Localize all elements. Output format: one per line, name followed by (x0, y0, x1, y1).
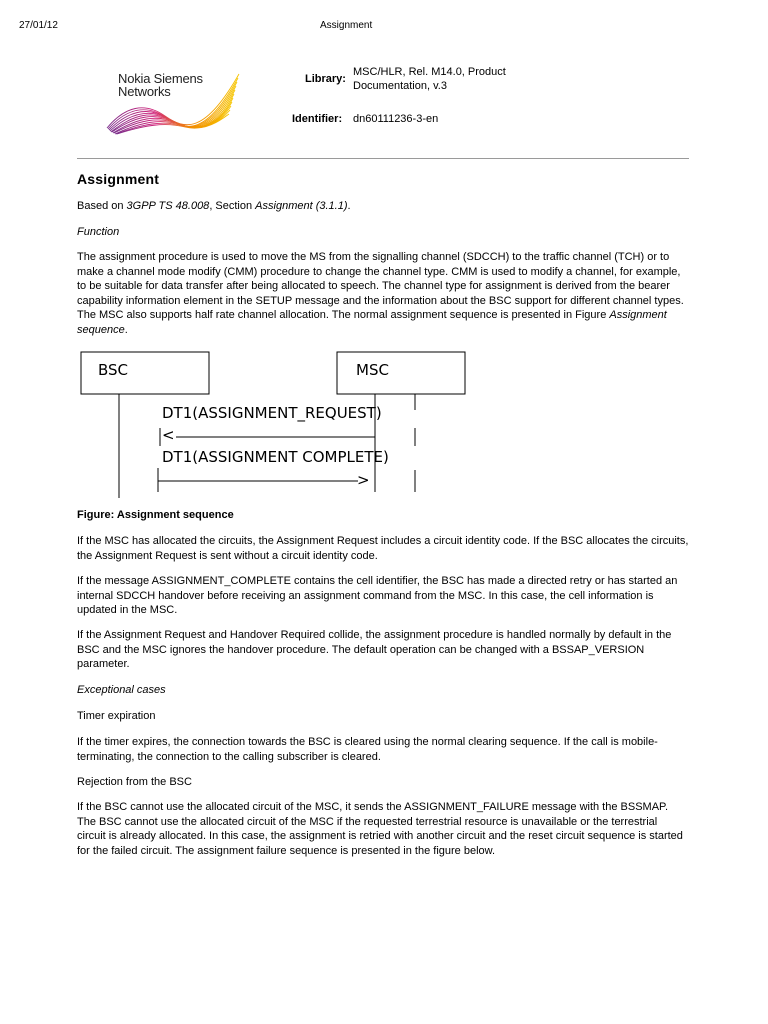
library-value-line-1: MSC/HLR, Rel. M14.0, Product (353, 66, 506, 78)
paragraph-function-end: . (124, 323, 128, 336)
identifier-value: dn60111236-3-en (353, 113, 439, 125)
timer-expiration-heading: Timer expiration (77, 710, 156, 722)
message-assignment-complete: DT1(ASSIGNMENT COMPLETE) (162, 448, 389, 466)
function-heading: Function (77, 226, 120, 238)
based-mid: , Section (209, 200, 256, 212)
arrow-head-right: > (357, 471, 370, 489)
print-date: 27/01/12 (19, 20, 58, 31)
arrow-head-left: < (162, 426, 175, 444)
assignment-sequence-diagram (78, 348, 478, 498)
library-value-line-2: Documentation, v.3 (353, 80, 447, 92)
paragraph-rejection: If the BSC cannot use the allocated circuit of the MSC, it sends the ASSIGNMENT_FAILURE message with the BSSMAP. The BSC cannot use the allocated circuit of the MSC if the requested terrestrial resource is unavailable or the terrestrial circuit is already allocated. In this case, the assignment is retried with another circuit and the reset circuit sequence is started for the failed circuit. The assignment failure sequence is presented in the figure below. (77, 801, 683, 857)
print-title: Assignment (320, 20, 373, 31)
msc-box-label: MSC (356, 361, 389, 379)
paragraph-function (77, 250, 689, 337)
paragraph-function-text: The assignment procedure is used to move the MS from the signalling channel (SDCCH) to the traffic channel (TCH) or to make a channel mode modify (CMM) procedure to change the channel type. CMM is used to modify a channel, for example, to be suitable for data transfer after being allocated to speech. The channel type for assignment is derived from the bearer capability information element in the SETUP message and the information about the BSC support for different channel types. The MSC also supports half rate channel allocation. The normal assignment sequence is presented in Figure (77, 251, 684, 321)
based-end: . (347, 200, 351, 212)
library-label: Library: (305, 73, 346, 85)
logo-swoosh-icon (105, 64, 245, 136)
based-on-line (77, 199, 689, 214)
header-divider (77, 158, 689, 159)
paragraph-collision: If the Assignment Request and Handover Required collide, the assignment procedure is handled normally by default in the BSC and the MSC ignores the handover procedure. The default operation can be changed with a BSSAP_VERSION parameter. (77, 629, 672, 670)
message-assignment-request: DT1(ASSIGNMENT_REQUEST) (162, 404, 382, 422)
spec-reference-link[interactable]: 3GPP TS 48.008 (126, 200, 210, 212)
paragraph-circuit-allocation: If the MSC has allocated the circuits, the Assignment Request includes a circuit identity code. If the BSC allocates the circuits, the Assignment Request is sent without a circuit identity code. (77, 535, 689, 562)
exceptional-cases-heading: Exceptional cases (77, 684, 166, 696)
figure-reference-link[interactable]: Assignment sequence (77, 309, 667, 336)
bsc-box-label: BSC (98, 361, 129, 379)
rejection-heading: Rejection from the BSC (77, 776, 192, 788)
figure-caption: Figure: Assignment sequence (77, 509, 234, 521)
section-reference: Assignment (3.1.1) (255, 200, 348, 212)
identifier-label: Identifier: (292, 113, 343, 125)
page-title: Assignment (77, 171, 160, 187)
company-logo (105, 64, 245, 136)
logo-line-1: Nokia Siemens (118, 71, 203, 86)
paragraph-timer-expiration: If the timer expires, the connection towards the BSC is cleared using the normal clearing sequence. If the call is mobile-terminating, the connection to the calling subscriber is cleared. (77, 736, 658, 763)
paragraph-assignment-complete: If the message ASSIGNMENT_COMPLETE contains the cell identifier, the BSC has made a directed retry or has started an internal SDCCH handover before receiving an assignment command from the MSC. In this case, the cell information is updated in the MSC. (77, 575, 678, 616)
logo-line-2: Networks (118, 84, 171, 99)
based-prefix: Based on (77, 200, 127, 212)
